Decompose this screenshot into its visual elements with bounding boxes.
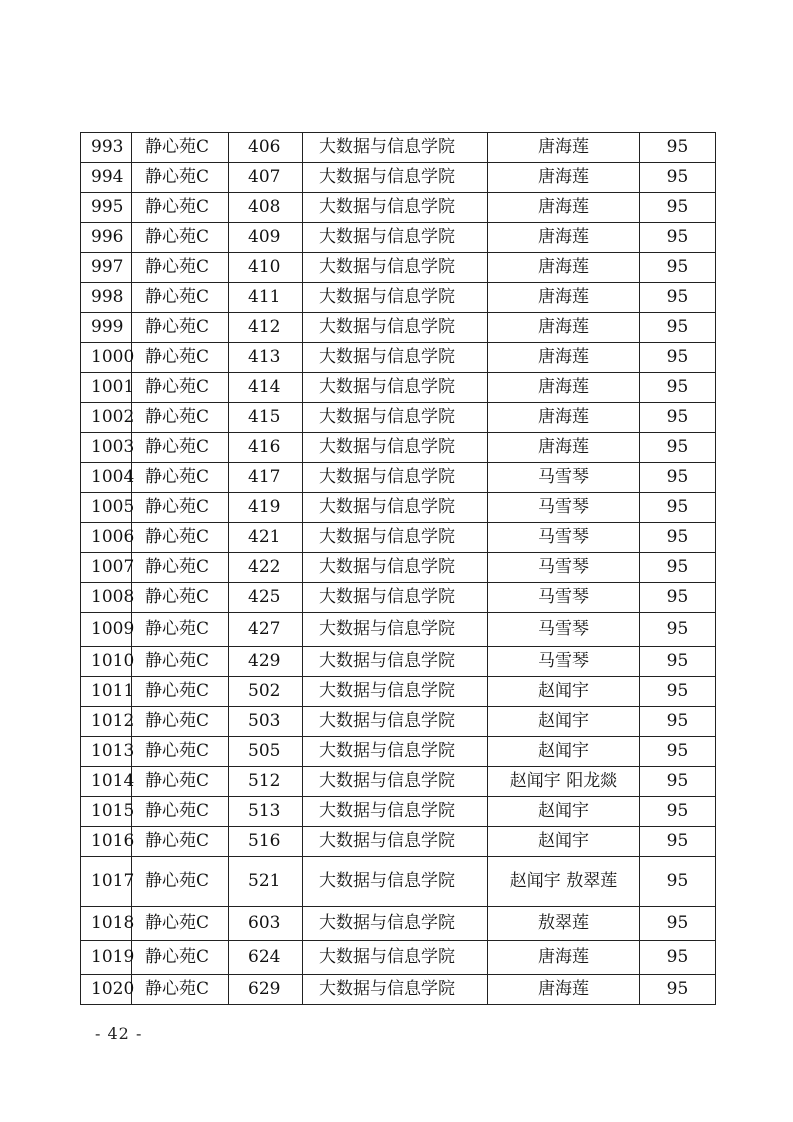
- table-row: [81, 767, 716, 797]
- row-number-cell: 1018: [81, 907, 132, 941]
- table-row: [81, 647, 716, 677]
- building-name-cell: 静心苑C: [132, 223, 229, 253]
- row-number-cell: 997: [81, 253, 132, 283]
- score-cell: 95: [640, 797, 716, 827]
- score-cell: 95: [640, 133, 716, 163]
- room-number-cell: 512: [229, 767, 303, 797]
- table-row: [81, 797, 716, 827]
- score-cell: 95: [640, 523, 716, 553]
- building-name-cell: 静心苑C: [132, 941, 229, 975]
- table-row: [81, 613, 716, 647]
- room-number-cell: 513: [229, 797, 303, 827]
- teacher-name-cell: 赵闻宇: [488, 677, 640, 707]
- score-cell: 95: [640, 373, 716, 403]
- college-name-cell: 大数据与信息学院: [303, 253, 488, 283]
- table-row: [81, 193, 716, 223]
- room-number-cell: 417: [229, 463, 303, 493]
- building-name-cell: 静心苑C: [132, 193, 229, 223]
- table-row: [81, 313, 716, 343]
- room-number-cell: 502: [229, 677, 303, 707]
- college-name-cell: 大数据与信息学院: [303, 433, 488, 463]
- college-name-cell: 大数据与信息学院: [303, 583, 488, 613]
- building-name-cell: 静心苑C: [132, 133, 229, 163]
- college-name-cell: 大数据与信息学院: [303, 677, 488, 707]
- table-row: [81, 133, 716, 163]
- table-row: [81, 941, 716, 975]
- score-cell: 95: [640, 553, 716, 583]
- college-name-cell: 大数据与信息学院: [303, 163, 488, 193]
- teacher-name-cell: 赵闻宇: [488, 797, 640, 827]
- room-number-cell: 413: [229, 343, 303, 373]
- teacher-name-cell: 唐海莲: [488, 403, 640, 433]
- teacher-name-cell: 马雪琴: [488, 463, 640, 493]
- score-cell: 95: [640, 827, 716, 857]
- building-name-cell: 静心苑C: [132, 343, 229, 373]
- room-number-cell: 407: [229, 163, 303, 193]
- score-cell: 95: [640, 613, 716, 647]
- row-number-cell: 1019: [81, 941, 132, 975]
- college-name-cell: 大数据与信息学院: [303, 907, 488, 941]
- college-name-cell: 大数据与信息学院: [303, 193, 488, 223]
- table-row: [81, 737, 716, 767]
- score-cell: 95: [640, 463, 716, 493]
- building-name-cell: 静心苑C: [132, 647, 229, 677]
- teacher-name-cell: 唐海莲: [488, 253, 640, 283]
- score-cell: 95: [640, 677, 716, 707]
- score-cell: 95: [640, 647, 716, 677]
- table-row: [81, 373, 716, 403]
- room-number-cell: 629: [229, 975, 303, 1005]
- room-number-cell: 516: [229, 827, 303, 857]
- table-row: [81, 827, 716, 857]
- score-cell: 95: [640, 163, 716, 193]
- teacher-name-cell: 马雪琴: [488, 493, 640, 523]
- building-name-cell: 静心苑C: [132, 767, 229, 797]
- college-name-cell: 大数据与信息学院: [303, 373, 488, 403]
- building-name-cell: 静心苑C: [132, 283, 229, 313]
- row-number-cell: 1013: [81, 737, 132, 767]
- row-number-cell: 1015: [81, 797, 132, 827]
- building-name-cell: 静心苑C: [132, 493, 229, 523]
- table-row: [81, 283, 716, 313]
- college-name-cell: 大数据与信息学院: [303, 133, 488, 163]
- teacher-name-cell: 马雪琴: [488, 553, 640, 583]
- room-number-cell: 416: [229, 433, 303, 463]
- row-number-cell: 1017: [81, 857, 132, 907]
- college-name-cell: 大数据与信息学院: [303, 553, 488, 583]
- table-row: [81, 253, 716, 283]
- row-number-cell: 1000: [81, 343, 132, 373]
- college-name-cell: 大数据与信息学院: [303, 493, 488, 523]
- building-name-cell: 静心苑C: [132, 797, 229, 827]
- table-row: [81, 523, 716, 553]
- row-number-cell: 1012: [81, 707, 132, 737]
- row-number-cell: 999: [81, 313, 132, 343]
- row-number-cell: 1016: [81, 827, 132, 857]
- college-name-cell: 大数据与信息学院: [303, 523, 488, 553]
- room-number-cell: 503: [229, 707, 303, 737]
- building-name-cell: 静心苑C: [132, 707, 229, 737]
- teacher-name-cell: 赵闻宇: [488, 707, 640, 737]
- building-name-cell: 静心苑C: [132, 433, 229, 463]
- room-number-cell: 427: [229, 613, 303, 647]
- building-name-cell: 静心苑C: [132, 827, 229, 857]
- college-name-cell: 大数据与信息学院: [303, 827, 488, 857]
- college-name-cell: 大数据与信息学院: [303, 343, 488, 373]
- college-name-cell: 大数据与信息学院: [303, 223, 488, 253]
- score-cell: 95: [640, 283, 716, 313]
- room-number-cell: 415: [229, 403, 303, 433]
- college-name-cell: 大数据与信息学院: [303, 613, 488, 647]
- table-row: [81, 463, 716, 493]
- building-name-cell: 静心苑C: [132, 373, 229, 403]
- teacher-name-cell: 唐海莲: [488, 373, 640, 403]
- college-name-cell: 大数据与信息学院: [303, 767, 488, 797]
- row-number-cell: 1006: [81, 523, 132, 553]
- room-number-cell: 406: [229, 133, 303, 163]
- building-name-cell: 静心苑C: [132, 313, 229, 343]
- building-name-cell: 静心苑C: [132, 907, 229, 941]
- table-row: [81, 223, 716, 253]
- building-name-cell: 静心苑C: [132, 403, 229, 433]
- row-number-cell: 1003: [81, 433, 132, 463]
- teacher-name-cell: 唐海莲: [488, 975, 640, 1005]
- row-number-cell: 1008: [81, 583, 132, 613]
- college-name-cell: 大数据与信息学院: [303, 403, 488, 433]
- table-row: [81, 403, 716, 433]
- college-name-cell: 大数据与信息学院: [303, 313, 488, 343]
- dorm-score-table: [80, 132, 716, 1005]
- table-row: [81, 493, 716, 523]
- score-cell: 95: [640, 193, 716, 223]
- building-name-cell: 静心苑C: [132, 975, 229, 1005]
- teacher-name-cell: 马雪琴: [488, 523, 640, 553]
- table-row: [81, 975, 716, 1005]
- row-number-cell: 993: [81, 133, 132, 163]
- score-cell: 95: [640, 493, 716, 523]
- building-name-cell: 静心苑C: [132, 163, 229, 193]
- room-number-cell: 409: [229, 223, 303, 253]
- college-name-cell: 大数据与信息学院: [303, 463, 488, 493]
- room-number-cell: 422: [229, 553, 303, 583]
- score-cell: 95: [640, 313, 716, 343]
- teacher-name-cell: 赵闻宇: [488, 827, 640, 857]
- building-name-cell: 静心苑C: [132, 583, 229, 613]
- room-number-cell: 411: [229, 283, 303, 313]
- teacher-name-cell: 唐海莲: [488, 223, 640, 253]
- teacher-name-cell: 赵闻宇 阳龙燚: [488, 767, 640, 797]
- building-name-cell: 静心苑C: [132, 553, 229, 583]
- building-name-cell: 静心苑C: [132, 253, 229, 283]
- building-name-cell: 静心苑C: [132, 613, 229, 647]
- teacher-name-cell: 唐海莲: [488, 163, 640, 193]
- score-cell: 95: [640, 767, 716, 797]
- teacher-name-cell: 赵闻宇 敖翠莲: [488, 857, 640, 907]
- score-cell: 95: [640, 707, 716, 737]
- college-name-cell: 大数据与信息学院: [303, 797, 488, 827]
- teacher-name-cell: 唐海莲: [488, 941, 640, 975]
- score-cell: 95: [640, 941, 716, 975]
- college-name-cell: 大数据与信息学院: [303, 283, 488, 313]
- teacher-name-cell: 唐海莲: [488, 343, 640, 373]
- score-cell: 95: [640, 403, 716, 433]
- room-number-cell: 603: [229, 907, 303, 941]
- row-number-cell: 1002: [81, 403, 132, 433]
- building-name-cell: 静心苑C: [132, 857, 229, 907]
- row-number-cell: 1020: [81, 975, 132, 1005]
- teacher-name-cell: 唐海莲: [488, 133, 640, 163]
- room-number-cell: 414: [229, 373, 303, 403]
- room-number-cell: 425: [229, 583, 303, 613]
- row-number-cell: 1005: [81, 493, 132, 523]
- row-number-cell: 995: [81, 193, 132, 223]
- row-number-cell: 994: [81, 163, 132, 193]
- building-name-cell: 静心苑C: [132, 523, 229, 553]
- teacher-name-cell: 马雪琴: [488, 613, 640, 647]
- score-cell: 95: [640, 343, 716, 373]
- college-name-cell: 大数据与信息学院: [303, 737, 488, 767]
- room-number-cell: 505: [229, 737, 303, 767]
- teacher-name-cell: 唐海莲: [488, 433, 640, 463]
- row-number-cell: 1009: [81, 613, 132, 647]
- score-cell: 95: [640, 583, 716, 613]
- row-number-cell: 1014: [81, 767, 132, 797]
- row-number-cell: 1001: [81, 373, 132, 403]
- table-row: [81, 857, 716, 907]
- teacher-name-cell: 敖翠莲: [488, 907, 640, 941]
- building-name-cell: 静心苑C: [132, 677, 229, 707]
- score-cell: 95: [640, 433, 716, 463]
- score-cell: 95: [640, 737, 716, 767]
- college-name-cell: 大数据与信息学院: [303, 857, 488, 907]
- table-row: [81, 163, 716, 193]
- table-row: [81, 907, 716, 941]
- room-number-cell: 624: [229, 941, 303, 975]
- table-row: [81, 553, 716, 583]
- room-number-cell: 410: [229, 253, 303, 283]
- score-cell: 95: [640, 857, 716, 907]
- teacher-name-cell: 唐海莲: [488, 193, 640, 223]
- page-number: - 42 -: [95, 1024, 143, 1043]
- teacher-name-cell: 马雪琴: [488, 583, 640, 613]
- college-name-cell: 大数据与信息学院: [303, 647, 488, 677]
- teacher-name-cell: 马雪琴: [488, 647, 640, 677]
- teacher-name-cell: 唐海莲: [488, 313, 640, 343]
- teacher-name-cell: 唐海莲: [488, 283, 640, 313]
- score-cell: 95: [640, 907, 716, 941]
- row-number-cell: 1010: [81, 647, 132, 677]
- room-number-cell: 419: [229, 493, 303, 523]
- room-number-cell: 429: [229, 647, 303, 677]
- row-number-cell: 1007: [81, 553, 132, 583]
- building-name-cell: 静心苑C: [132, 737, 229, 767]
- row-number-cell: 996: [81, 223, 132, 253]
- room-number-cell: 408: [229, 193, 303, 223]
- row-number-cell: 1004: [81, 463, 132, 493]
- table-row: [81, 677, 716, 707]
- college-name-cell: 大数据与信息学院: [303, 707, 488, 737]
- row-number-cell: 1011: [81, 677, 132, 707]
- building-name-cell: 静心苑C: [132, 463, 229, 493]
- room-number-cell: 412: [229, 313, 303, 343]
- table-row: [81, 433, 716, 463]
- table-row: [81, 583, 716, 613]
- college-name-cell: 大数据与信息学院: [303, 975, 488, 1005]
- room-number-cell: 421: [229, 523, 303, 553]
- score-cell: 95: [640, 975, 716, 1005]
- table-row: [81, 343, 716, 373]
- score-cell: 95: [640, 223, 716, 253]
- row-number-cell: 998: [81, 283, 132, 313]
- table-row: [81, 707, 716, 737]
- room-number-cell: 521: [229, 857, 303, 907]
- score-cell: 95: [640, 253, 716, 283]
- table-body: [81, 133, 716, 1005]
- college-name-cell: 大数据与信息学院: [303, 941, 488, 975]
- teacher-name-cell: 赵闻宇: [488, 737, 640, 767]
